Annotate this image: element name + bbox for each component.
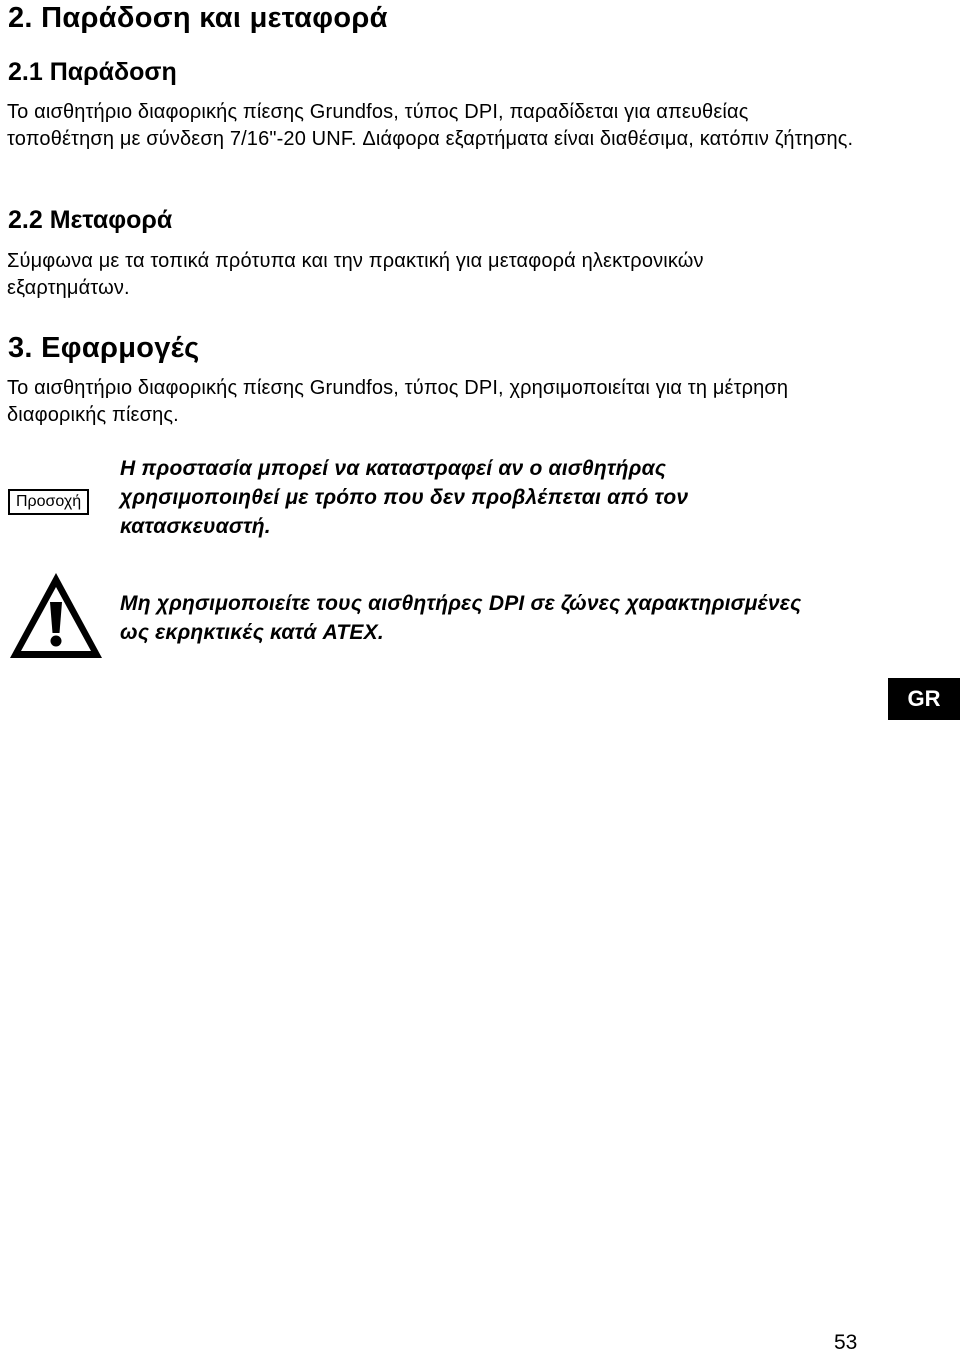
section-2-1-paragraph: Το αισθητήριο διαφορικής πίεσης Grundfos, τύπος DPI, παραδίδεται για απευθείας τοποθέτηση με σύνδεση 7/16"-20 UNF. Διάφορα εξαρτήματα είναι διαθέσιμα, κατόπιν ζήτησης. <box>7 101 854 150</box>
caution-label: Προσοχή <box>8 489 89 515</box>
section-2-heading: 2. Παράδοση και μεταφορά <box>8 2 388 34</box>
section-3-heading: 3. Εφαρμογές <box>8 332 200 364</box>
section-2-2-heading: 2.2 Μεταφορά <box>8 206 173 234</box>
atex-warning-text: Μη χρησιμοποιείτε τους αισθητήρες DPI σε ζώνες χαρακτηρισμένες ως εκρηκτικές κατά ATEX. <box>120 592 802 644</box>
page-number: 53 <box>834 1331 858 1354</box>
section-2-2-paragraph: Σύμφωνα με τα τοπικά πρότυπα και την πρακτική για μεταφορά ηλεκτρονικών εξαρτημάτων. <box>7 250 704 299</box>
warning-triangle-icon <box>7 570 105 661</box>
section-3-paragraph: Το αισθητήριο διαφορικής πίεσης Grundfos, τύπος DPI, χρησιμοποιείται για τη μέτρηση διαφορικής πίεσης. <box>7 377 789 426</box>
language-tab: GR <box>888 678 960 720</box>
section-2-1-heading: 2.1 Παράδοση <box>8 58 177 86</box>
caution-text: Η προστασία μπορεί να καταστραφεί αν ο αισθητήρας χρησιμοποιηθεί με τρόπο που δεν προβλέπεται από τον κατασκευαστή. <box>120 457 689 538</box>
